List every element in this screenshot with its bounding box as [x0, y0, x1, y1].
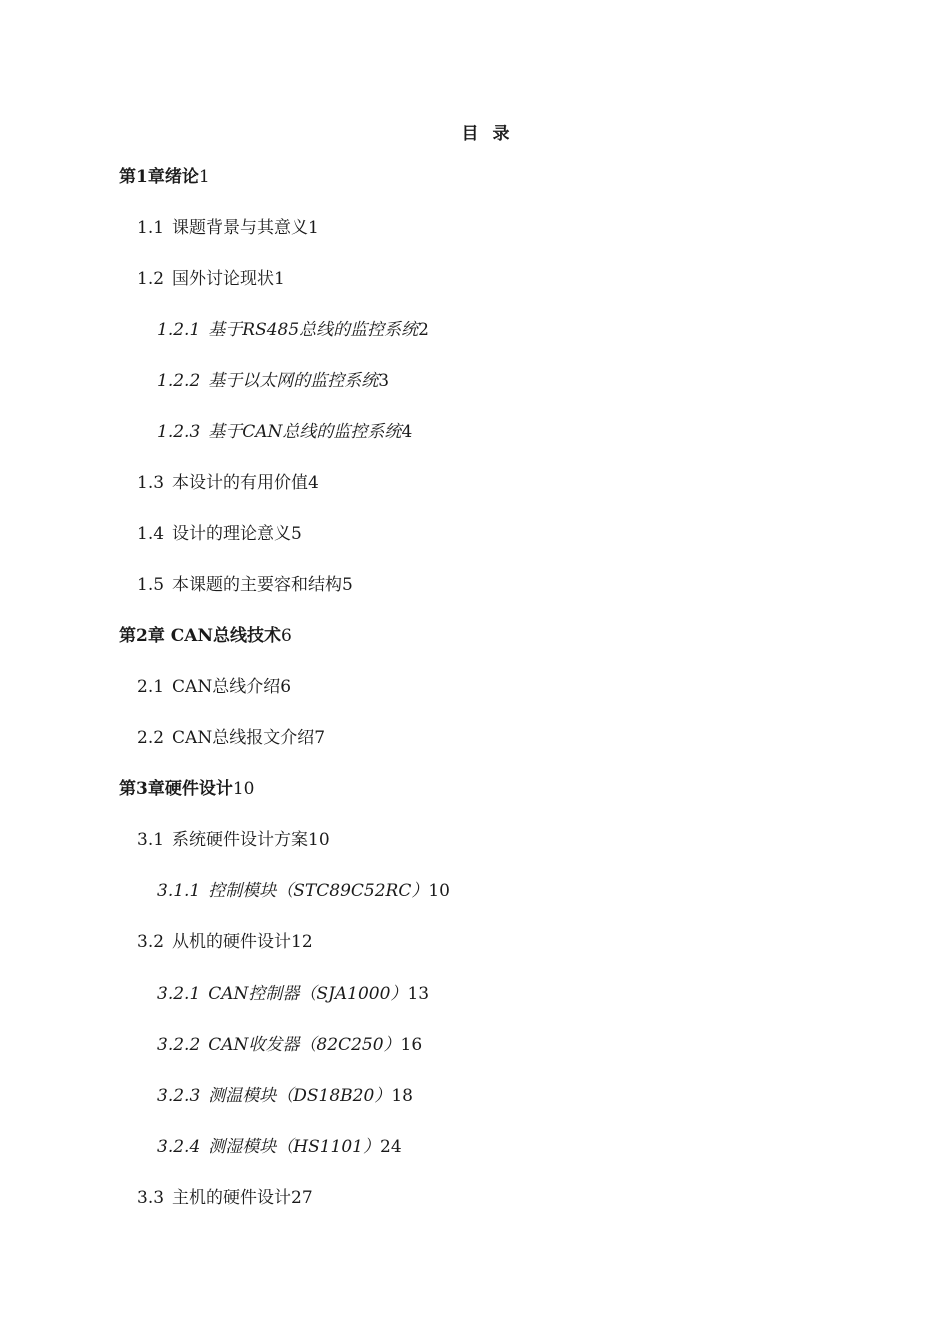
toc-entry-page: 10	[428, 881, 450, 901]
toc-entry-label: 测温模块（DS18B20）	[208, 1086, 392, 1106]
toc-entry-section-1-5[interactable]	[137, 573, 353, 597]
toc-entry-page: 5	[291, 524, 302, 544]
toc-entry-page: 2	[418, 320, 429, 340]
toc-entry-label: 控制模块（STC89C52RC）	[208, 881, 429, 901]
toc-entry-page: 1	[308, 218, 319, 238]
toc-entry-label: 设计的理论意义	[172, 524, 292, 544]
toc-entry-number: 3.1.1	[157, 881, 201, 901]
toc-entry-chapter-2[interactable]	[119, 624, 292, 648]
toc-entry-number: 3.2.3	[157, 1086, 201, 1106]
toc-entry-label: 基于以太网的监控系统	[208, 371, 379, 391]
toc-entry-label: 本设计的有用价值	[172, 473, 309, 493]
toc-entry-number: 1.3	[137, 473, 165, 493]
toc-entry-number: 2.2	[137, 728, 165, 748]
toc-entry-label: 系统硬件设计方案	[172, 830, 309, 850]
toc-entry-subsection-3-2-3[interactable]	[157, 1084, 413, 1108]
toc-entry-label: 国外讨论现状	[172, 269, 275, 289]
toc-entry-subsection-3-1-1[interactable]	[157, 879, 450, 903]
toc-entry-number: 3.2	[137, 932, 165, 952]
toc-entry-label: CAN收发器（82C250）	[208, 1035, 401, 1055]
toc-entry-page: 1	[274, 269, 285, 289]
toc-entry-page: 4	[308, 473, 319, 493]
toc-entry-label: CAN控制器（SJA1000）	[208, 984, 408, 1004]
toc-entry-subsection-3-2-4[interactable]	[157, 1135, 402, 1159]
toc-entry-page: 1	[198, 167, 210, 187]
toc-entry-number: 1.1	[137, 218, 165, 238]
toc-entry-section-3-1[interactable]	[137, 828, 330, 852]
toc-entry-subsection-3-2-2[interactable]	[157, 1033, 422, 1057]
toc-entry-number: 1.2	[137, 269, 165, 289]
toc-entry-page: 13	[407, 984, 430, 1004]
toc-entry-page: 6	[280, 677, 292, 697]
toc-entry-label: CAN总线介绍	[172, 677, 281, 697]
toc-entry-subsection-3-2-1[interactable]	[157, 982, 429, 1006]
toc-entry-chapter-3[interactable]	[119, 777, 254, 801]
toc-entry-page: 7	[314, 728, 326, 748]
toc-entry-section-1-4[interactable]	[137, 522, 302, 546]
toc-entry-number: 3.1	[137, 830, 165, 850]
toc-entry-section-3-2[interactable]	[137, 930, 313, 954]
toc-entry-number: 1.5	[137, 575, 165, 595]
toc-entry-page: 10	[308, 830, 330, 850]
toc-entry-number: 1.2.3	[157, 422, 201, 442]
toc-entry-number: 3.3	[137, 1188, 165, 1208]
toc-entry-label: 课题背景与其意义	[172, 218, 309, 238]
toc-entry-subsection-1-2-2[interactable]	[157, 369, 389, 393]
toc-entry-label: 本课题的主要容和结构	[172, 575, 343, 595]
toc-entry-number: 3.2.2	[157, 1035, 201, 1055]
toc-entry-number: 1.4	[137, 524, 165, 544]
toc-entry-section-1-1[interactable]	[137, 216, 319, 240]
toc-entry-section-2-1[interactable]	[137, 675, 291, 699]
toc-entry-label: 第3章硬件设计	[119, 779, 233, 799]
toc-entry-label: 主机的硬件设计	[172, 1188, 292, 1208]
toc-entry-subsection-1-2-3[interactable]	[157, 420, 412, 444]
toc-entry-section-2-2[interactable]	[137, 726, 325, 750]
toc-entry-page: 24	[380, 1137, 402, 1157]
toc-entry-page: 5	[342, 575, 353, 595]
toc-entry-page: 18	[391, 1086, 413, 1106]
toc-entry-section-1-3[interactable]	[137, 471, 319, 495]
toc-title: 目 录	[461, 124, 514, 144]
toc-entry-page: 16	[400, 1035, 423, 1055]
toc-entry-number: 2.1	[137, 677, 165, 697]
toc-entry-page: 27	[291, 1188, 313, 1208]
toc-entry-label: 测湿模块（HS1101）	[208, 1137, 381, 1157]
toc-entry-page: 12	[291, 932, 313, 952]
toc-entry-label: 基于RS485总线的监控系统	[208, 320, 419, 340]
toc-entry-section-1-2[interactable]	[137, 267, 285, 291]
toc-entry-number: 3.2.4	[157, 1137, 201, 1157]
toc-entry-number: 1.2.1	[157, 320, 201, 340]
toc-entry-section-3-3[interactable]	[137, 1186, 313, 1210]
toc-entry-page: 4	[401, 422, 413, 442]
toc-entry-number: 3.2.1	[157, 984, 201, 1004]
toc-entry-chapter-1[interactable]	[119, 165, 210, 189]
toc-entry-label: 从机的硬件设计	[172, 932, 292, 952]
toc-entry-subsection-1-2-1[interactable]	[157, 318, 429, 342]
toc-entry-label: 基于CAN总线的监控系统	[208, 422, 402, 442]
toc-entry-page: 10	[232, 779, 255, 799]
toc-entry-label: 第2章 CAN总线技术	[119, 626, 282, 646]
toc-entry-page: 6	[281, 626, 292, 646]
toc-entry-page: 3	[378, 371, 390, 391]
toc-entry-label: 第1章绪论	[119, 167, 199, 187]
toc-entry-number: 1.2.2	[157, 371, 201, 391]
toc-entry-label: CAN总线报文介绍	[172, 728, 315, 748]
